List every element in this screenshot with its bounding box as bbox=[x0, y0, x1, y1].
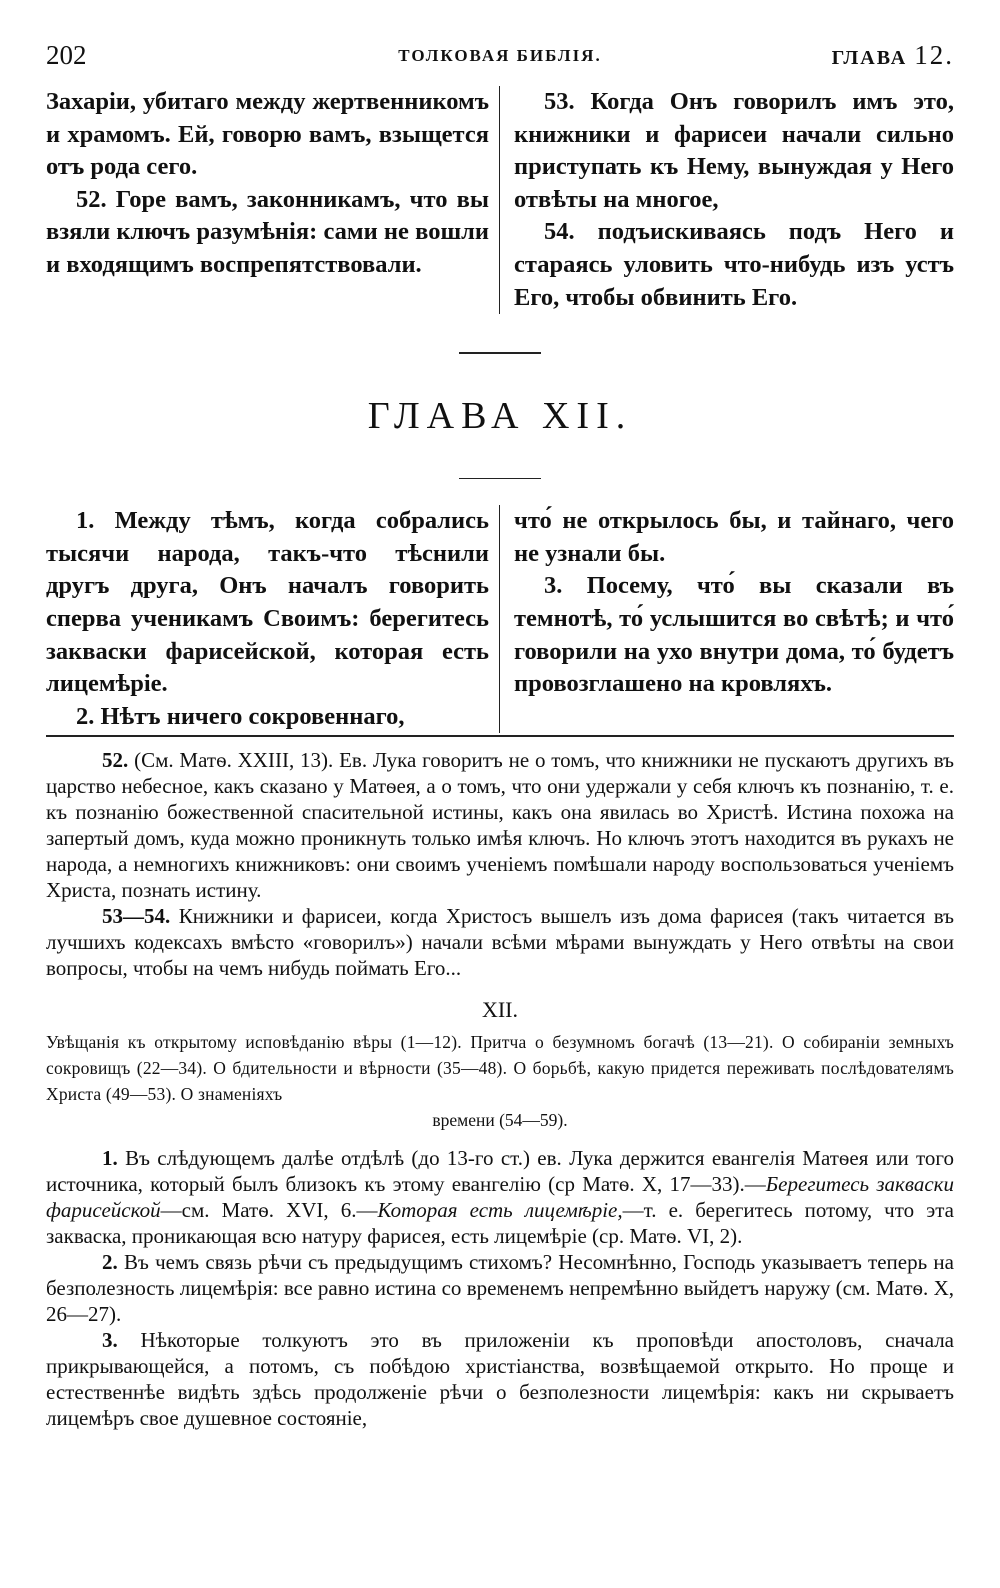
note-text: Въ чемъ связь рѣчи съ предыдущимъ стихомъ? Несомнѣнно, Господь указываетъ теперь на безполезность лицемѣрія: все равно истина со временемъ непремѣнно выйдетъ наружу (см. Матѳ. X, 26—27). bbox=[46, 1249, 954, 1326]
verse-54: 54. подъискиваясь подъ Него и стараясь уловить что-нибудь изъ устъ Его, чтобы обвинить Его. bbox=[514, 218, 954, 311]
verse-2: 2. Нѣтъ ничего сокровеннаго, bbox=[76, 702, 405, 730]
page-number: 202 bbox=[46, 40, 87, 70]
note-label: 52. bbox=[102, 747, 129, 772]
note-52 bbox=[46, 747, 954, 903]
verse-2-end: что́ не открылось бы, и тайнаго, чего не узнали бы. bbox=[514, 507, 954, 567]
section-heading: XII. bbox=[481, 996, 519, 1022]
note-2 bbox=[46, 1249, 954, 1327]
chapter-heading: ГЛАВА XII. bbox=[367, 394, 633, 437]
chapter-right-column bbox=[500, 505, 954, 733]
running-head bbox=[46, 40, 954, 86]
note-text: Нѣкоторые толкуютъ это въ приложеніи къ проповѣди апостоловъ, сначала прикрывающейся, а потомъ, съ побѣдою христіанства, возвѣщаемой открыто. Но проще и естественнѣе видѣть здѣсь продолженіе рѣчи о безполезности лицемѣрія: какъ ни скрываетъ лицемѣръ свое душевное состояніе, bbox=[46, 1327, 955, 1430]
note-quote: Которая есть лицемѣріе, bbox=[377, 1197, 623, 1222]
commentary bbox=[46, 737, 954, 1431]
running-chapter bbox=[832, 40, 954, 71]
chapter-summary-end: времени (54—59). bbox=[432, 1109, 568, 1130]
book-title: ТОЛКОВАЯ БИБЛІЯ. bbox=[398, 46, 602, 65]
top-scripture bbox=[46, 86, 954, 314]
chapter-scripture bbox=[46, 505, 954, 733]
chapter-number: 12. bbox=[914, 40, 954, 70]
top-right-column bbox=[500, 86, 954, 314]
note-3 bbox=[46, 1327, 954, 1431]
note-text: Въ слѣдующемъ далѣе отдѣлѣ (до 13-го ст.) ев. Лука держится евангелія Матѳея или того источника, который былъ близокъ къ этому евангелію (ср Матѳ. X, 17—33).— bbox=[46, 1145, 954, 1196]
chapter-left-column bbox=[46, 505, 500, 733]
note-53-54 bbox=[46, 903, 954, 981]
verse-1: 1. Между тѣмъ, когда собрались тысячи народа, такъ-что тѣснили другъ друга, Онъ началъ говорить сперва ученикамъ Своимъ: берегитесь закваски фарисейской, которая есть лицемѣріе. bbox=[46, 507, 489, 698]
top-left-column bbox=[46, 86, 500, 314]
verse-53: 53. Когда Онъ говорилъ имъ это, книжники и фарисеи начали сильно приступать къ Нему, вынуждая у Него отвѣты на многое, bbox=[514, 88, 954, 213]
note-text: —т. е. берегитесь потому, что эта закваска, проникающая всю натуру фарисея, есть лицемѣріе (ср. Матѳ. VI, 2). bbox=[46, 1197, 954, 1248]
note-quote: Берегитесь закваски фарисейской bbox=[46, 1171, 955, 1222]
note-text: —см. Матѳ. XVI, 6.— bbox=[160, 1197, 378, 1222]
note-label: 3. bbox=[102, 1327, 118, 1352]
chapter-word: ГЛАВА bbox=[831, 47, 908, 69]
note-1 bbox=[46, 1145, 954, 1249]
verse-52: 52. Горе вамъ, законникамъ, что вы взяли ключъ разумѣнія: сами не вошли и входящимъ воспрепятствовали. bbox=[46, 185, 489, 278]
note-label: 2. bbox=[102, 1249, 118, 1274]
note-label: 1. bbox=[102, 1145, 118, 1170]
note-label: 53—54. bbox=[102, 903, 171, 928]
verse-3: 3. Посему, что́ вы сказали въ темнотѣ, то́ услышится во свѣтѣ; и что́ говорили на ухо внутри дома, то́ будетъ провозглашено на кровляхъ. bbox=[514, 572, 954, 698]
chapter-summary: Увѣщанія къ открытому исповѣданію вѣры (1—12). Притча о безумномъ богачѣ (13—21). О собираніи земныхъ сокровищъ (22—34). О бдительности и вѣрности (35—48). О борьбѣ, какую придется переживать послѣдователямъ Христа (49—53). О знаменіяхъ bbox=[46, 1031, 954, 1104]
verse-51-end: Захаріи, убитаго между жертвенникомъ и храмомъ. Ей, говорю вамъ, взыщется отъ рода сего. bbox=[46, 88, 489, 181]
note-text: (См. Матѳ. XXIII, 13). Ев. Лука говоритъ не о томъ, что книжники не пускаютъ другихъ въ царство небесное, какъ сказано у Матѳея, а о томъ, что они удержали у себя ключъ къ познанію, т. е. къ познанію божественной спасительной истины, какъ она явилась во Христѣ. Истина похожа на запертый домъ, куда можно проникнуть только имѣя ключъ. Но ключъ этотъ находится въ рукахъ не народа, а немногихъ книжниковъ: они своимъ ученіемъ помѣшали народу воспользоваться ученіемъ Христа, познать истину. bbox=[46, 747, 954, 902]
divider-rule bbox=[459, 352, 541, 354]
note-text: Книжники и фарисеи, когда Христосъ вышелъ изъ дома фарисея (такъ читается въ лучшихъ кодексахъ вмѣсто «говорилъ») начали всѣми мѣрами вынуждать у Него отвѣты на свои вопросы, чтобы на чемъ нибудь поймать Его... bbox=[46, 903, 955, 980]
